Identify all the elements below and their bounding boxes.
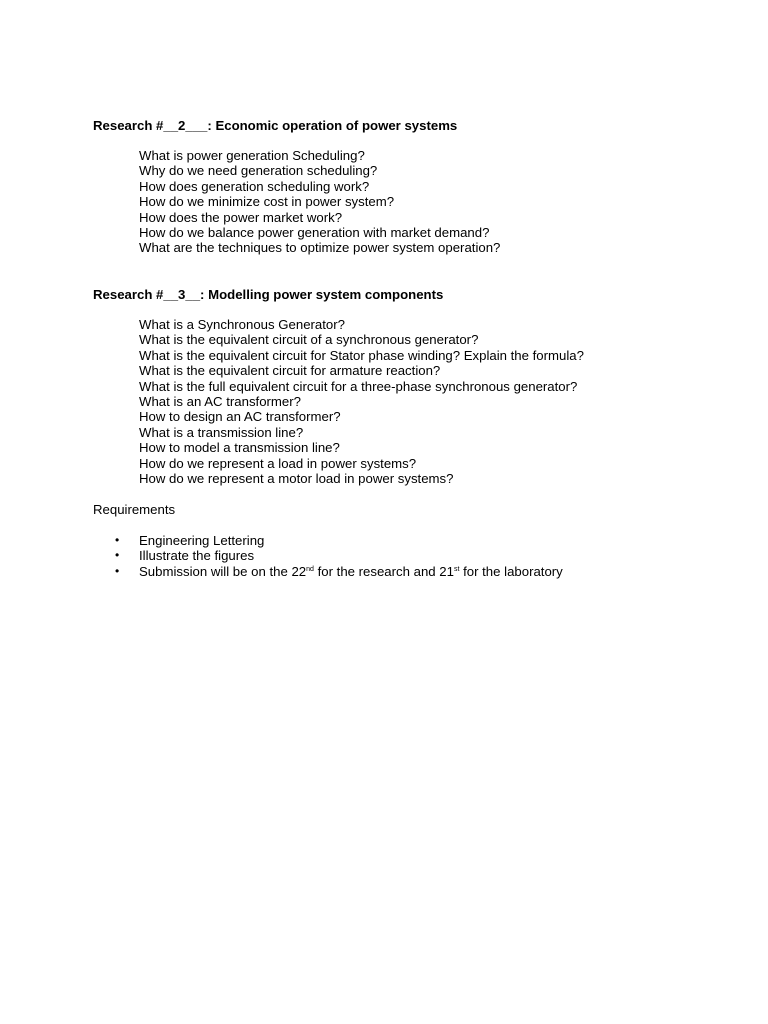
question-text: What is a transmission line? (139, 424, 304, 440)
question-text: What is a Synchronous Generator? (139, 317, 345, 332)
question-text: How to design an AC transformer? (139, 409, 341, 425)
bullet-icon: • (115, 563, 120, 578)
question-text: What are the techniques to optimize power system operation? (139, 240, 501, 256)
submission-text-end: for the laboratory (459, 563, 563, 579)
question-text: How does the power market work? (139, 209, 343, 225)
question-text: How do we represent a load in power systems? (139, 455, 417, 471)
question-text: What is the equivalent circuit for Stator phase winding? Explain the formula? (139, 347, 584, 363)
question-text: What is power generation Scheduling? (139, 148, 365, 163)
requirement-text: Illustrate the figures (139, 548, 255, 564)
question-text: How do we represent a motor load in power systems? (139, 470, 454, 486)
question-text: What is an AC transformer? (139, 393, 301, 409)
question-text: How to model a transmission line? (139, 440, 340, 456)
research-2-heading: Research #__2___: Economic operation of power systems (93, 118, 458, 133)
question-text: How does generation scheduling work? (139, 178, 370, 194)
question-text: What is the equivalent circuit of a synchronous generator? (139, 332, 479, 348)
question-text: Why do we need generation scheduling? (139, 163, 378, 179)
submission-text-start: Submission will be on the 22 (139, 563, 307, 579)
bullet-icon: • (115, 548, 120, 563)
research-3-heading: Research #__3__: Modelling power system components (93, 287, 444, 302)
question-text: How do we minimize cost in power system? (139, 194, 395, 210)
requirement-text (139, 564, 563, 579)
bullet-icon: • (115, 533, 120, 547)
submission-text-middle: for the research and 21 (313, 563, 454, 579)
requirement-text: Engineering Lettering (139, 533, 265, 548)
question-text: How do we balance power generation with market demand? (139, 224, 490, 240)
ordinal-suffix: st (453, 565, 460, 573)
question-text: What is the equivalent circuit for armature reaction? (139, 363, 441, 379)
ordinal-suffix: nd (306, 565, 314, 573)
requirements-title: Requirements (93, 502, 176, 517)
question-text: What is the full equivalent circuit for a three-phase synchronous generator? (139, 378, 578, 394)
